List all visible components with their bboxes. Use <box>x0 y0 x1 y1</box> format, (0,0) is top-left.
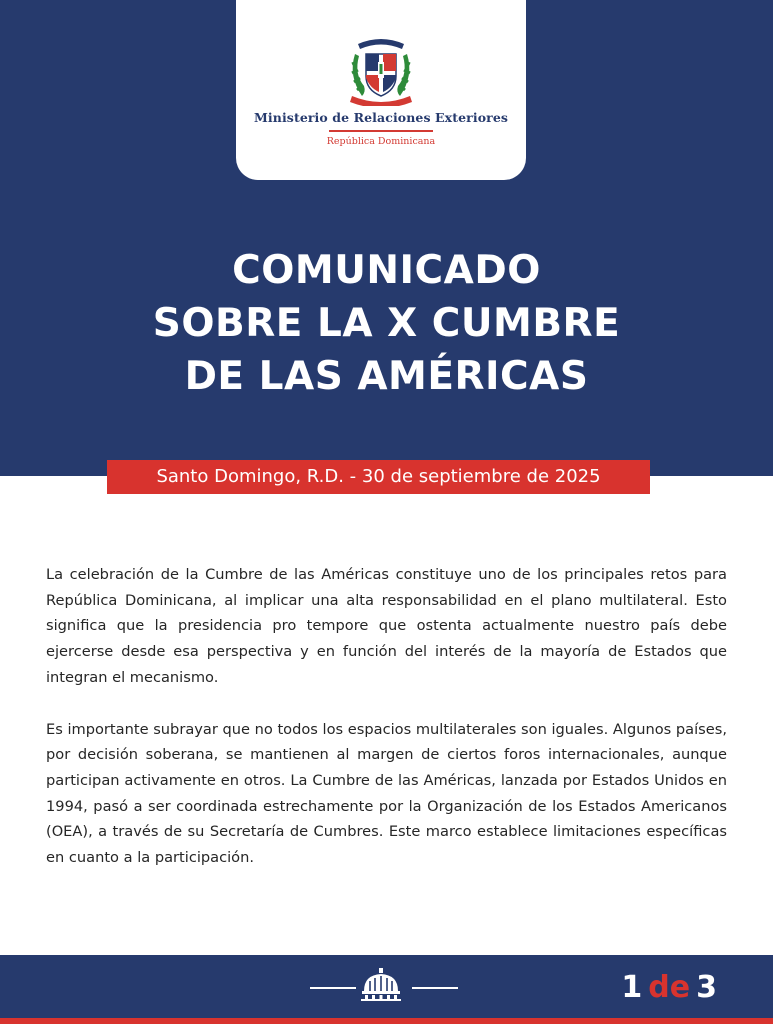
title-line: COMUNICADO <box>232 248 541 293</box>
date-badge: Santo Domingo, R.D. - 30 de septiembre de 2025 <box>107 460 650 494</box>
paragraph: Es importante subrayar que no todos los espacios multilaterales son iguales. Algunos países, por decisión soberana, se mantienen al margen de ciertos foros internacionales, aunque participan activamente en otros. La Cumbre de las Américas, lanzada por Estados Unidos en 1994, pasó a ser coordinada estrechamente por la Organización de los Estados Americanos (OEA), a través de su Secretaría de Cumbres. Este marco establece limitaciones específicas en cuanto a la participación. <box>46 720 727 867</box>
title-line: DE LAS AMÉRICAS <box>184 354 589 399</box>
coat-of-arms-icon <box>346 34 416 106</box>
dome-icon <box>360 967 402 1001</box>
country-name: República Dominicana <box>326 136 436 147</box>
logo-divider <box>329 130 433 132</box>
paragraph: La celebración de la Cumbre de las Américas constituye uno de los principales retos para República Dominicana, al implicar una alta responsabilidad en el plano multilateral. Esto significa que la presidencia pro tempore que ostenta actualmente nuestro país debe ejercerse desde esa perspectiva y en función del interés de la mayoría de Estados que integran el mecanismo. <box>46 566 727 686</box>
ministry-logo <box>236 0 526 180</box>
footer-divider-right <box>412 987 458 989</box>
page-total: 3 <box>696 970 717 1005</box>
page-title <box>40 244 733 403</box>
footer-divider-left <box>310 987 356 989</box>
page-counter <box>621 965 717 1011</box>
ministry-name: Ministerio de Relaciones Exteriores <box>253 110 509 125</box>
page-of: de <box>648 970 691 1005</box>
title-line: SOBRE LA X CUMBRE <box>152 301 621 346</box>
footer-band <box>0 955 773 1018</box>
communique-body <box>46 562 727 897</box>
footer-accent-bar <box>0 1018 773 1024</box>
page-current: 1 <box>621 970 643 1005</box>
header-band <box>0 0 773 476</box>
